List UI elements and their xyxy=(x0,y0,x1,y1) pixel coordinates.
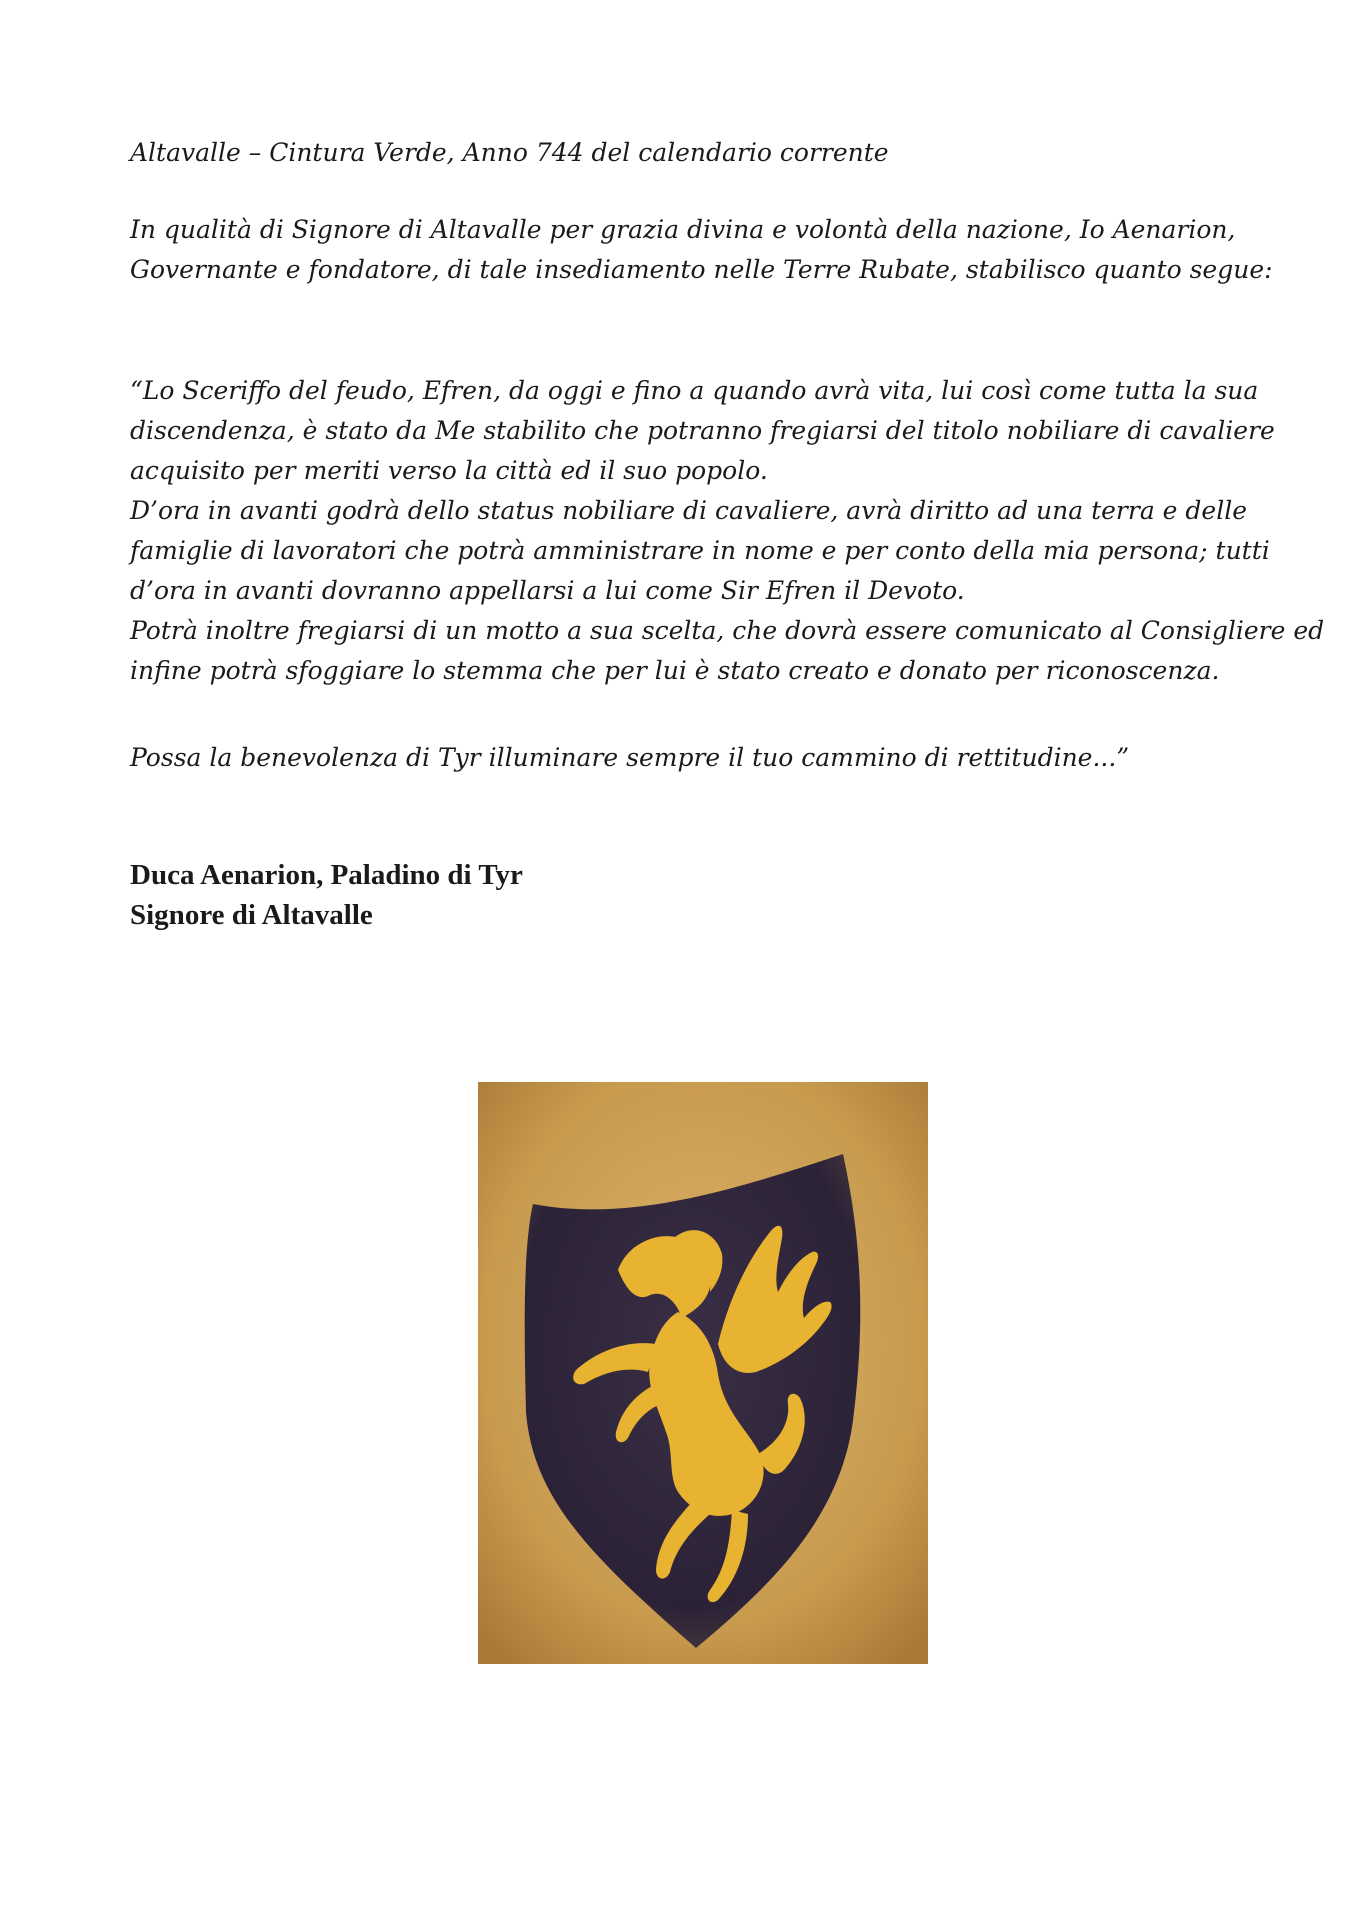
decree-paragraph xyxy=(130,371,1325,691)
blessing-line xyxy=(130,738,1240,778)
intro-line: In qualità di Signore di Altavalle per grazia divina e volontà della nazione, Io Aenarion, xyxy=(130,215,1236,244)
decree-line: discendenza, è stato da Me stabilito che potranno fregiarsi del titolo nobiliare di cavaliere xyxy=(130,416,1275,445)
decree-line: D’ora in avanti godrà dello status nobiliare di cavaliere, avrà diritto ad una terra e delle xyxy=(130,496,1248,525)
winged-horse-crest-icon xyxy=(478,1082,928,1664)
blessing-text: Possa la benevolenza di Tyr illuminare sempre il tuo cammino di rettitudine...” xyxy=(130,743,1130,772)
signature-name: Duca Aenarion, Paladino di Tyr xyxy=(130,859,523,891)
place-date-line xyxy=(130,133,1240,173)
intro-paragraph xyxy=(130,210,1273,290)
signature-title: Signore di Altavalle xyxy=(130,899,373,931)
place-date-text: Altavalle – Cintura Verde, Anno 744 del calendario corrente xyxy=(130,138,889,167)
signature-block xyxy=(130,855,523,935)
intro-line: Governante e fondatore, di tale insediamento nelle Terre Rubate, stabilisco quanto segue: xyxy=(130,255,1273,284)
crest-image xyxy=(478,1082,928,1664)
decree-line: “Lo Sceriffo del feudo, Efren, da oggi e fino a quando avrà vita, lui così come tutta la sua xyxy=(130,376,1259,405)
decree-line: d’ora in avanti dovranno appellarsi a lui come Sir Efren il Devoto. xyxy=(130,576,965,605)
decree-line: acquisito per meriti verso la città ed il suo popolo. xyxy=(130,456,768,485)
decree-line: famiglie di lavoratori che potrà amministrare in nome e per conto della mia persona; tutti xyxy=(130,536,1270,565)
decree-line: Potrà inoltre fregiarsi di un motto a sua scelta, che dovrà essere comunicato al Consigliere ed xyxy=(130,616,1325,645)
decree-line: infine potrà sfoggiare lo stemma che per lui è stato creato e donato per riconoscenza. xyxy=(130,656,1220,685)
